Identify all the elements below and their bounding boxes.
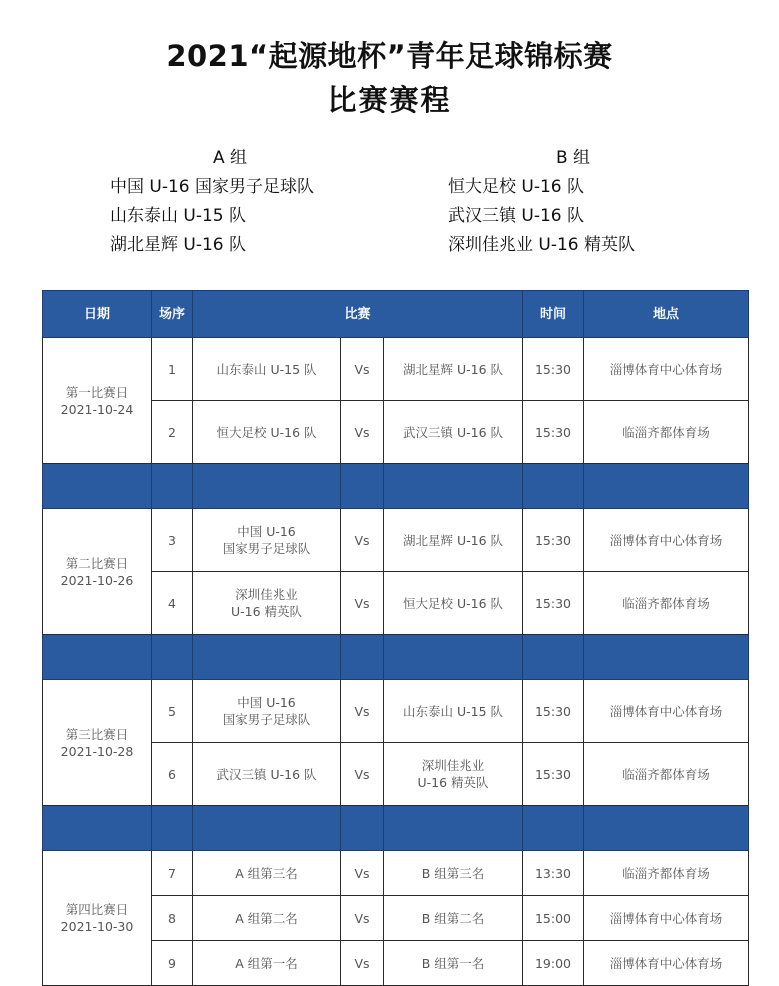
home-team: 中国 U-16 国家男子足球队 bbox=[193, 680, 341, 743]
match-day-label: 第二比赛日 bbox=[65, 555, 129, 571]
match-number: 9 bbox=[152, 941, 193, 986]
venue: 临淄齐都体育场 bbox=[584, 572, 749, 635]
venue: 淄博体育中心体育场 bbox=[584, 680, 749, 743]
away-team: 湖北星辉 U-16 队 bbox=[384, 338, 523, 401]
match-number: 2 bbox=[152, 401, 193, 464]
home-team: 山东泰山 U-15 队 bbox=[193, 338, 341, 401]
table-row bbox=[43, 680, 749, 743]
kickoff-time: 15:30 bbox=[523, 680, 584, 743]
venue: 淄博体育中心体育场 bbox=[584, 338, 749, 401]
match-number: 5 bbox=[152, 680, 193, 743]
separator-cell bbox=[152, 635, 193, 680]
home-team: 中国 U-16 国家男子足球队 bbox=[193, 509, 341, 572]
versus-label: Vs bbox=[341, 941, 384, 986]
venue: 淄博体育中心体育场 bbox=[584, 509, 749, 572]
match-day-label: 第三比赛日 bbox=[65, 726, 129, 742]
kickoff-time: 15:00 bbox=[523, 896, 584, 941]
separator-cell bbox=[341, 635, 384, 680]
separator-row bbox=[43, 806, 749, 851]
page-title: 2021“起源地杯”青年足球锦标赛 bbox=[166, 39, 613, 73]
home-team: 深圳佳兆业 U-16 精英队 bbox=[193, 572, 341, 635]
separator-cell bbox=[584, 806, 749, 851]
schedule-table bbox=[42, 290, 749, 986]
match-day-date: 2021-10-30 bbox=[60, 919, 134, 934]
match-number: 7 bbox=[152, 851, 193, 896]
match-number: 4 bbox=[152, 572, 193, 635]
venue: 淄博体育中心体育场 bbox=[584, 896, 749, 941]
separator-cell bbox=[341, 806, 384, 851]
header-date: 日期 bbox=[43, 291, 152, 338]
home-team: 恒大足校 U-16 队 bbox=[193, 401, 341, 464]
venue: 临淄齐都体育场 bbox=[584, 401, 749, 464]
match-number: 6 bbox=[152, 743, 193, 806]
separator-cell bbox=[584, 635, 749, 680]
match-number: 3 bbox=[152, 509, 193, 572]
group-a-team: 湖北星辉 U-16 队 bbox=[110, 235, 247, 255]
match-day-date: 2021-10-28 bbox=[60, 743, 134, 759]
away-team: 深圳佳兆业 U-16 精英队 bbox=[384, 743, 523, 806]
home-team: A 组第二名 bbox=[193, 896, 341, 941]
kickoff-time: 15:30 bbox=[523, 401, 584, 464]
versus-label: Vs bbox=[341, 680, 384, 743]
away-team: B 组第三名 bbox=[384, 851, 523, 896]
group-b-team: 武汉三镇 U-16 队 bbox=[448, 206, 585, 226]
separator-cell bbox=[152, 806, 193, 851]
table-row bbox=[43, 851, 749, 896]
separator-cell bbox=[193, 464, 341, 509]
separator-cell bbox=[341, 464, 384, 509]
header-match: 比赛 bbox=[193, 291, 523, 338]
separator-cell bbox=[193, 635, 341, 680]
group-b-team: 恒大足校 U-16 队 bbox=[448, 177, 585, 197]
separator-cell bbox=[384, 806, 523, 851]
kickoff-time: 15:30 bbox=[523, 743, 584, 806]
page-subtitle: 比赛赛程 bbox=[327, 83, 452, 117]
group-a-team: 中国 U-16 国家男子足球队 bbox=[110, 177, 315, 197]
match-number: 1 bbox=[152, 338, 193, 401]
separator-row bbox=[43, 635, 749, 680]
kickoff-time: 15:30 bbox=[523, 338, 584, 401]
separator-cell bbox=[43, 806, 152, 851]
away-team: 山东泰山 U-15 队 bbox=[384, 680, 523, 743]
kickoff-time: 13:30 bbox=[523, 851, 584, 896]
separator-cell bbox=[193, 806, 341, 851]
away-team: 武汉三镇 U-16 队 bbox=[384, 401, 523, 464]
away-team: B 组第二名 bbox=[384, 896, 523, 941]
match-day-label: 第四比赛日 bbox=[65, 902, 129, 917]
match-number: 8 bbox=[152, 896, 193, 941]
match-day-cell bbox=[43, 509, 152, 635]
kickoff-time: 19:00 bbox=[523, 941, 584, 986]
group-a bbox=[110, 144, 360, 260]
separator-cell bbox=[523, 806, 584, 851]
versus-label: Vs bbox=[341, 401, 384, 464]
table-row bbox=[43, 509, 749, 572]
versus-label: Vs bbox=[341, 572, 384, 635]
home-team: 武汉三镇 U-16 队 bbox=[193, 743, 341, 806]
home-team: A 组第一名 bbox=[193, 941, 341, 986]
header-time: 时间 bbox=[523, 291, 584, 338]
separator-cell bbox=[152, 464, 193, 509]
venue: 临淄齐都体育场 bbox=[584, 851, 749, 896]
away-team: B 组第一名 bbox=[384, 941, 523, 986]
separator-row bbox=[43, 464, 749, 509]
separator-cell bbox=[523, 464, 584, 509]
group-b-team: 深圳佳兆业 U-16 精英队 bbox=[448, 235, 636, 255]
venue: 临淄齐都体育场 bbox=[584, 743, 749, 806]
match-day-date: 2021-10-26 bbox=[60, 572, 134, 588]
match-day-cell bbox=[43, 851, 152, 986]
group-a-heading: A 组 bbox=[212, 148, 248, 168]
header-order: 场序 bbox=[152, 291, 193, 338]
group-b-heading: B 组 bbox=[555, 148, 591, 168]
versus-label: Vs bbox=[341, 743, 384, 806]
match-day-cell bbox=[43, 338, 152, 464]
separator-cell bbox=[384, 635, 523, 680]
table-header-row bbox=[43, 291, 749, 338]
header-venue: 地点 bbox=[584, 291, 749, 338]
kickoff-time: 15:30 bbox=[523, 572, 584, 635]
group-b bbox=[448, 144, 708, 260]
home-team: A 组第三名 bbox=[193, 851, 341, 896]
versus-label: Vs bbox=[341, 896, 384, 941]
versus-label: Vs bbox=[341, 509, 384, 572]
kickoff-time: 15:30 bbox=[523, 509, 584, 572]
match-day-date: 2021-10-24 bbox=[60, 401, 134, 417]
group-a-team: 山东泰山 U-15 队 bbox=[110, 206, 247, 226]
away-team: 湖北星辉 U-16 队 bbox=[384, 509, 523, 572]
separator-cell bbox=[43, 464, 152, 509]
separator-cell bbox=[584, 464, 749, 509]
versus-label: Vs bbox=[341, 851, 384, 896]
table-row bbox=[43, 338, 749, 401]
venue: 淄博体育中心体育场 bbox=[584, 941, 749, 986]
away-team: 恒大足校 U-16 队 bbox=[384, 572, 523, 635]
versus-label: Vs bbox=[341, 338, 384, 401]
separator-cell bbox=[43, 635, 152, 680]
match-day-cell bbox=[43, 680, 152, 806]
match-day-label: 第一比赛日 bbox=[65, 384, 129, 400]
separator-cell bbox=[384, 464, 523, 509]
separator-cell bbox=[523, 635, 584, 680]
